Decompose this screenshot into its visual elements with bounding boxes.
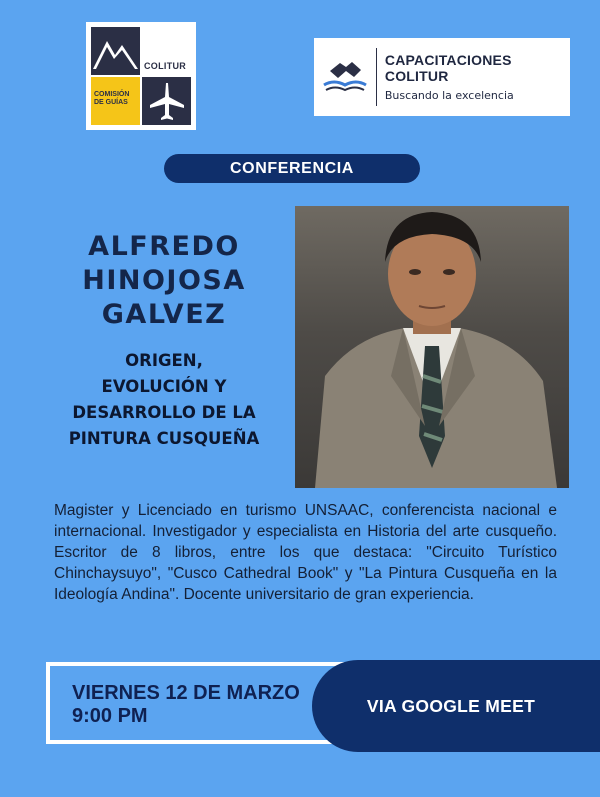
handshake-book-icon bbox=[314, 48, 377, 106]
speaker-name-line: HINOJOSA bbox=[82, 265, 246, 296]
topic-line: ORIGEN, bbox=[125, 351, 203, 370]
topic-line: DESARROLLO DE LA bbox=[72, 403, 256, 422]
colitur-logo bbox=[86, 22, 196, 130]
speaker-name-line: GALVEZ bbox=[101, 299, 227, 330]
capacitaciones-title: CAPACITACIONES COLITUR bbox=[384, 52, 512, 84]
topic-line: EVOLUCIÓN Y bbox=[101, 377, 227, 396]
speaker-photo bbox=[295, 206, 569, 488]
capacitaciones-tagline: Buscando la excelencia bbox=[384, 89, 514, 102]
speaker-name bbox=[44, 230, 284, 332]
comision-label: COMISIÓN DE GUÍAS bbox=[94, 91, 130, 106]
conference-topic bbox=[44, 348, 284, 452]
capacitaciones-logo bbox=[314, 38, 570, 116]
topic-line: PINTURA CUSQUEÑA bbox=[68, 429, 260, 448]
speaker-name-line: ALFREDO bbox=[88, 231, 240, 262]
event-date: VIERNES 12 DE MARZO bbox=[72, 682, 300, 704]
event-time: 9:00 PM bbox=[72, 705, 148, 727]
colitur-brand: COLITUR bbox=[144, 61, 187, 71]
event-type-badge: CONFERENCIA bbox=[164, 154, 420, 183]
speaker-bio: Magister y Licenciado en turismo UNSAAC, conferencista nacional e internacional. Investigador y especialista en Historia del arte cusqueño. Escritor de 8 libros, entre los que destaca: "Circuito Turístico Chinchaysuyo", "Cusco Cathedral Book" y "La Pintura Cusqueña en la Ideología Andina". Docente universitario de gran experiencia. bbox=[54, 502, 557, 603]
airplane-icon bbox=[142, 77, 191, 125]
mountain-icon bbox=[91, 27, 140, 75]
platform-badge: VIA GOOGLE MEET bbox=[312, 660, 600, 752]
event-schedule bbox=[72, 682, 300, 728]
